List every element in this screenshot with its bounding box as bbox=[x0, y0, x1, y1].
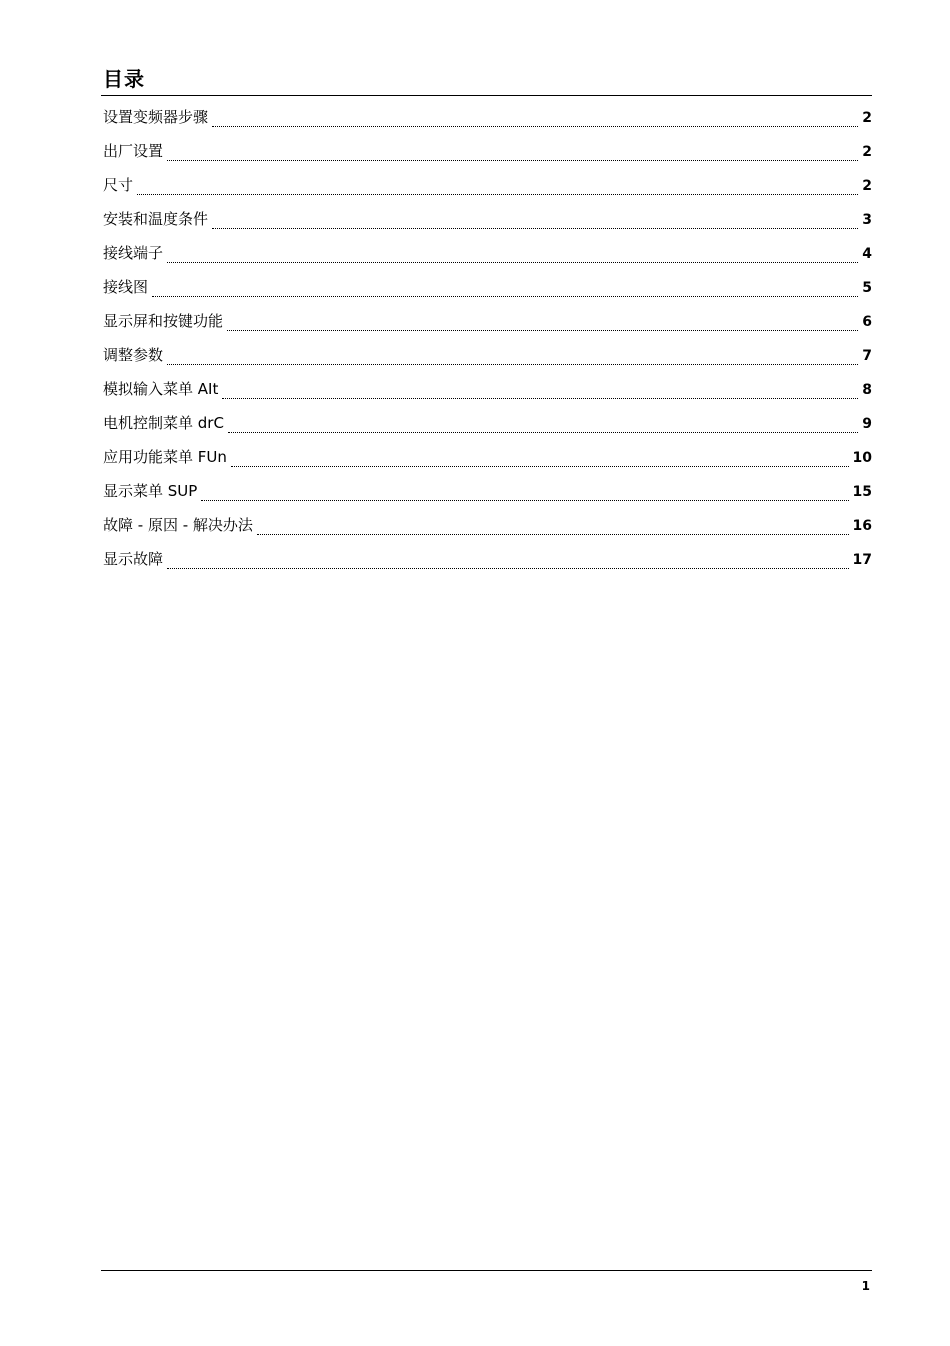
toc-entry[interactable] bbox=[103, 514, 872, 548]
toc-entry-page: 8 bbox=[862, 382, 872, 398]
toc-entry[interactable] bbox=[103, 174, 872, 208]
toc-entry[interactable] bbox=[103, 412, 872, 446]
toc-entry-page: 7 bbox=[862, 348, 872, 364]
dot-leader bbox=[137, 193, 858, 195]
toc-entry-label: 接线图 bbox=[103, 278, 149, 296]
toc-entry-page: 2 bbox=[862, 144, 872, 160]
toc-entry-label: 故障 - 原因 - 解决办法 bbox=[103, 516, 253, 534]
toc-entry-page: 17 bbox=[852, 552, 872, 568]
title-divider bbox=[101, 95, 872, 96]
dot-leader bbox=[228, 431, 858, 433]
page-number: 1 bbox=[861, 1279, 870, 1293]
dot-leader bbox=[222, 397, 858, 399]
toc-entry[interactable] bbox=[103, 446, 872, 480]
toc-entry-label: 应用功能菜单 FUn bbox=[103, 448, 227, 466]
toc-entry-label: 出厂设置 bbox=[103, 142, 164, 160]
toc-entry-label: 显示屏和按键功能 bbox=[103, 312, 224, 330]
table-of-contents bbox=[103, 106, 872, 582]
toc-entry-label: 模拟输入菜单 AIt bbox=[103, 380, 219, 398]
toc-entry[interactable] bbox=[103, 310, 872, 344]
dot-leader bbox=[257, 533, 849, 535]
toc-entry-label: 接线端子 bbox=[103, 244, 164, 262]
toc-entry-page: 5 bbox=[862, 280, 872, 296]
toc-entry-page: 9 bbox=[862, 416, 872, 432]
dot-leader bbox=[167, 363, 858, 365]
toc-heading: 目录 bbox=[103, 67, 145, 91]
footer-divider bbox=[101, 1270, 872, 1271]
toc-entry[interactable] bbox=[103, 140, 872, 174]
toc-entry-page: 10 bbox=[852, 450, 872, 466]
toc-entry-page: 2 bbox=[862, 178, 872, 194]
dot-leader bbox=[167, 159, 858, 161]
toc-entry[interactable] bbox=[103, 276, 872, 310]
toc-entry-page: 6 bbox=[862, 314, 872, 330]
dot-leader bbox=[167, 567, 849, 569]
toc-entry[interactable] bbox=[103, 106, 872, 140]
toc-entry[interactable] bbox=[103, 242, 872, 276]
dot-leader bbox=[152, 295, 858, 297]
toc-entry-label: 设置变频器步骤 bbox=[103, 108, 209, 126]
toc-entry-label: 调整参数 bbox=[103, 346, 164, 364]
toc-entry-page: 15 bbox=[852, 484, 872, 500]
toc-entry-label: 电机控制菜单 drC bbox=[103, 414, 224, 432]
toc-entry[interactable] bbox=[103, 480, 872, 514]
toc-entry-label: 安装和温度条件 bbox=[103, 210, 209, 228]
dot-leader bbox=[231, 465, 849, 467]
dot-leader bbox=[227, 329, 858, 331]
toc-entry[interactable] bbox=[103, 208, 872, 242]
toc-entry-page: 3 bbox=[862, 212, 872, 228]
dot-leader bbox=[212, 227, 858, 229]
dot-leader bbox=[201, 499, 848, 501]
toc-entry-page: 4 bbox=[862, 246, 872, 262]
toc-entry-label: 尺寸 bbox=[103, 176, 134, 194]
dot-leader bbox=[212, 125, 858, 127]
toc-entry-label: 显示菜单 SUP bbox=[103, 482, 198, 500]
toc-entry-label: 显示故障 bbox=[103, 550, 164, 568]
dot-leader bbox=[167, 261, 858, 263]
toc-entry-page: 16 bbox=[852, 518, 872, 534]
toc-entry-page: 2 bbox=[862, 110, 872, 126]
toc-entry[interactable] bbox=[103, 548, 872, 582]
toc-entry[interactable] bbox=[103, 344, 872, 378]
toc-entry[interactable] bbox=[103, 378, 872, 412]
